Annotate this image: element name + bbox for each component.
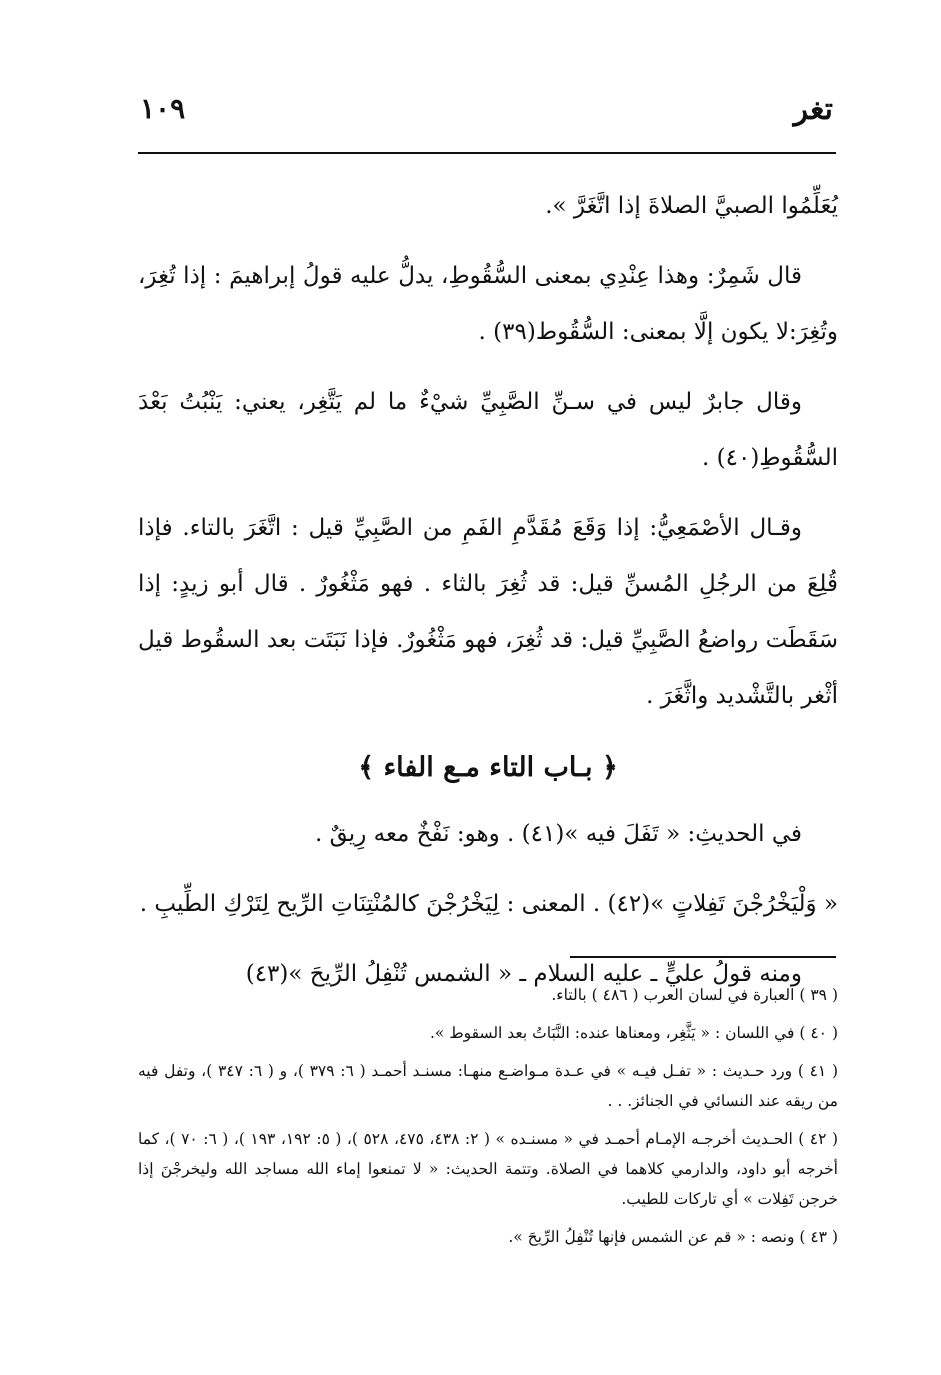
main-text — [138, 178, 838, 1016]
paragraph: وقـال الأصْمَعِيُّ: إذا وَقَعَ مُقَدَّمِ الفَمِ من الصَّبِيِّ قيل : اتَّغَرَ بالتاء. فإذا قُلِعَ من الرجُلِ المُسنِّ قيل: قد ثُغِرَ بالثاء . فهو مَثْغُورٌ . قال أبو زيدٍ: إذا سَقَطَت رواضعُ الصَّبِيِّ قيل: قد ثُغِرَ، فهو مَثْغُورٌ. فإذا نَبَتَت بعد السقُوط قيل أثْغر بالتَّشْديد واثَّغَرَ . — [138, 515, 838, 709]
header-rule — [138, 152, 836, 154]
footnote: ( ٣٩ ) العبارة في لسان العرب ( ٤٨٦ ) بالتاء. — [551, 986, 838, 1004]
paragraph: في الحديثِ: « تَفَلَ فيه »(٤١) . وهو: نَفْخٌ معه رِيقٌ . — [315, 821, 802, 847]
section-heading: ﴿ بـاب التاء مـع الفاء ﴾ — [358, 752, 618, 783]
paragraph: « وَلْيَخْرُجْنَ تَفِلاتٍ »(٤٢) . المعنى : لِيَخْرُجْنَ كالمُنْتِنَاتِ الرِّيح لِتَرْكِ الطِّيبِ . — [139, 891, 838, 917]
paragraph: يُعَلِّمُوا الصبيَّ الصلاةَ إذا اتَّغَرَّ ». — [545, 193, 838, 219]
footnote: ( ٤١ ) ورد حـديث : « تفـل فيـه » في عـدة مـواضـع منهـا: مسنـد أحمـد ( ٦: ٣٧٩ )، و ( ٦: ٣٤٧ )، وتفل فيه من ريقه عند النسائي في الجنائز. . . — [138, 1062, 838, 1110]
footnote: ( ٤٣ ) ونصه : « قم عن الشمس فإنها تُنْفِلُ الرِّيحَ ». — [508, 1228, 838, 1246]
footnotes — [138, 980, 838, 1260]
paragraph: قال شَمِرٌ: وهذا عِنْدِي بمعنى السُّقُوطِ، يدلُّ عليه قولُ إبراهيمَ : إذا تُغِرَ، وتُغِرَ:لا يكون إلَّا بمعنى: السُّقُوط(٣٩) . — [138, 263, 838, 345]
paragraph: وقال جابرٌ ليس في سـنِّ الصَّبِيِّ شيْءٌ ما لم يَتَّغِر، يعني: يَنْبُتُ بَعْدَ السُّقُوطِ(٤٠) . — [138, 389, 838, 471]
footnote: ( ٤٢ ) الحـديث أخرجـه الإمـام أحمـد في « مسنـده » ( ٢: ٤٣٨، ٤٧٥، ٥٢٨ )، ( ٥: ١٩٢، ١٩٣ )، ( ٦: ٧٠ )، كما أخرجه أبو داود، والدارمي كلاهما في الصلاة. وتتمة الحديث: « لا تمنعوا إماء الله مساجد الله وليخرجْنَ إذا خرجن تَفِلات » أي تاركات للطيب. — [138, 1130, 838, 1208]
paragraph: ومنه قولُ عليٍّ ـ عليه السلام ـ « الشمس تُنْفِلُ الرِّيحَ »(٤٣) — [245, 961, 802, 987]
page-number: ١٠٩ — [140, 92, 186, 125]
running-head: تغر — [793, 92, 833, 127]
footnote: ( ٤٠ ) في اللسان : « يَثَّغِر، ومعناها عنده: النَّبَاتُ بعد السقوط ». — [429, 1024, 838, 1042]
footnote-rule — [570, 956, 836, 958]
